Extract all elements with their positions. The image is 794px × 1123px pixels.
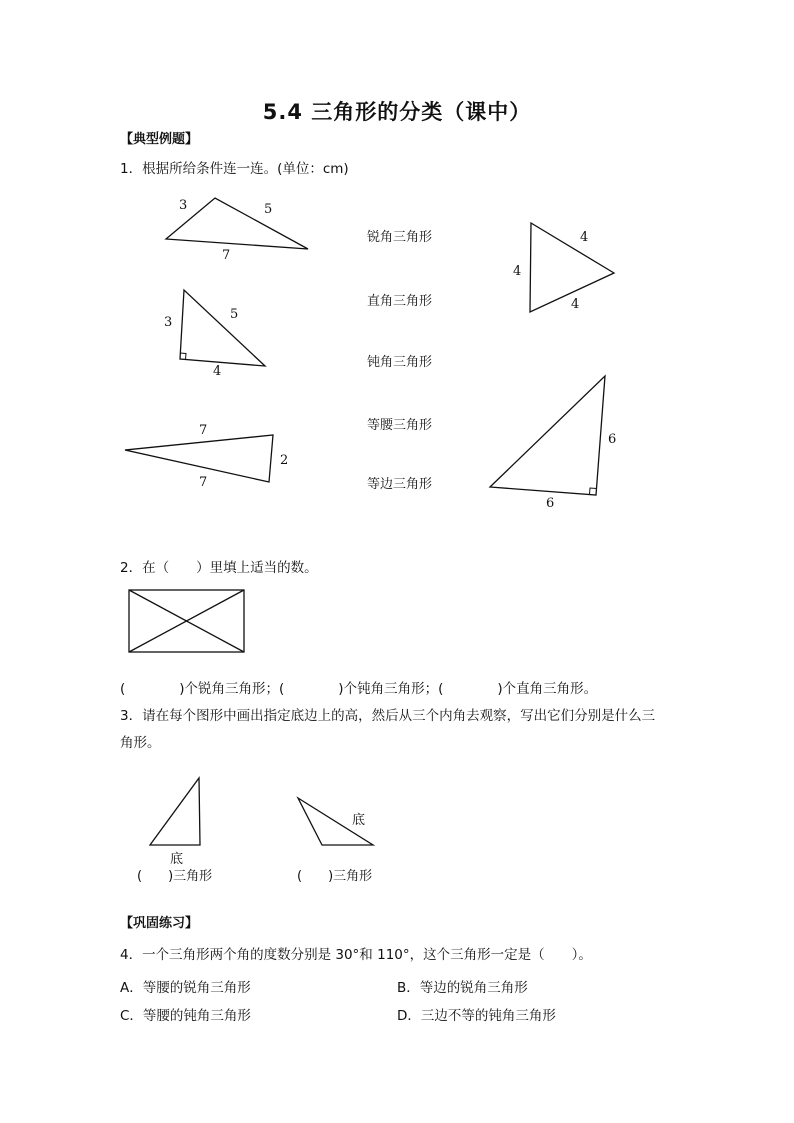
option-a: A．等腰的锐角三角形 bbox=[120, 980, 251, 996]
side-label: 5 bbox=[264, 202, 273, 217]
category-label-acute: 锐角三角形 bbox=[367, 230, 433, 245]
answer-blank-triangle-a: ( )三角形 bbox=[137, 869, 213, 884]
question-4-text: 4．一个三角形两个角的度数分别是 30°和 110°，这个三角形一定是（ ）。 bbox=[120, 947, 592, 963]
option-b: B．等边的锐角三角形 bbox=[397, 980, 528, 996]
option-c: C．等腰的钝角三角形 bbox=[120, 1008, 251, 1024]
page-title: 5.4 三角形的分类（课中） bbox=[262, 100, 532, 124]
side-label: 7 bbox=[222, 248, 231, 263]
base-label: 底 bbox=[352, 813, 366, 828]
triangle-a bbox=[150, 778, 200, 845]
question-3-text-cont: 角形。 bbox=[120, 735, 161, 751]
side-label: 4 bbox=[213, 364, 222, 379]
side-label: 7 bbox=[199, 475, 208, 490]
side-label: 6 bbox=[608, 432, 617, 447]
category-label-obtuse: 钝角三角形 bbox=[367, 355, 433, 370]
question-3-text: 3．请在每个图形中画出指定底边上的高，然后从三个内角去观察，写出它们分别是什么三 bbox=[120, 708, 656, 724]
question-2-answer-line: ( )个锐角三角形；( )个钝角三角形；( )个直角三角形。 bbox=[120, 681, 598, 697]
side-label: 4 bbox=[580, 230, 589, 245]
triangle-3-5-7 bbox=[166, 198, 308, 249]
category-label-right: 直角三角形 bbox=[367, 294, 433, 309]
question-2-text: 2．在（ ）里填上适当的数。 bbox=[120, 560, 318, 576]
right-angle-mark bbox=[590, 488, 597, 495]
side-label: 6 bbox=[546, 496, 555, 511]
section-header-practice: 【巩固练习】 bbox=[120, 916, 199, 931]
side-label: 3 bbox=[164, 315, 173, 330]
triangle-6-6 bbox=[490, 376, 605, 495]
question-1-text: 1．根据所给条件连一连。(单位：cm) bbox=[120, 161, 349, 177]
option-d: D．三边不等的钝角三角形 bbox=[397, 1008, 556, 1024]
side-label: 2 bbox=[280, 453, 289, 468]
section-header-examples: 【典型例题】 bbox=[120, 132, 199, 147]
base-label: 底 bbox=[170, 852, 184, 867]
triangle-3-4-5 bbox=[180, 290, 265, 366]
answer-blank-triangle-b: ( )三角形 bbox=[297, 869, 373, 884]
side-label: 4 bbox=[513, 264, 522, 279]
category-label-equilateral: 等边三角形 bbox=[367, 477, 433, 492]
side-label: 7 bbox=[199, 423, 208, 438]
side-label: 5 bbox=[230, 307, 239, 322]
side-label: 3 bbox=[179, 198, 188, 213]
side-label: 4 bbox=[571, 297, 580, 312]
category-label-isosceles: 等腰三角形 bbox=[367, 418, 433, 433]
